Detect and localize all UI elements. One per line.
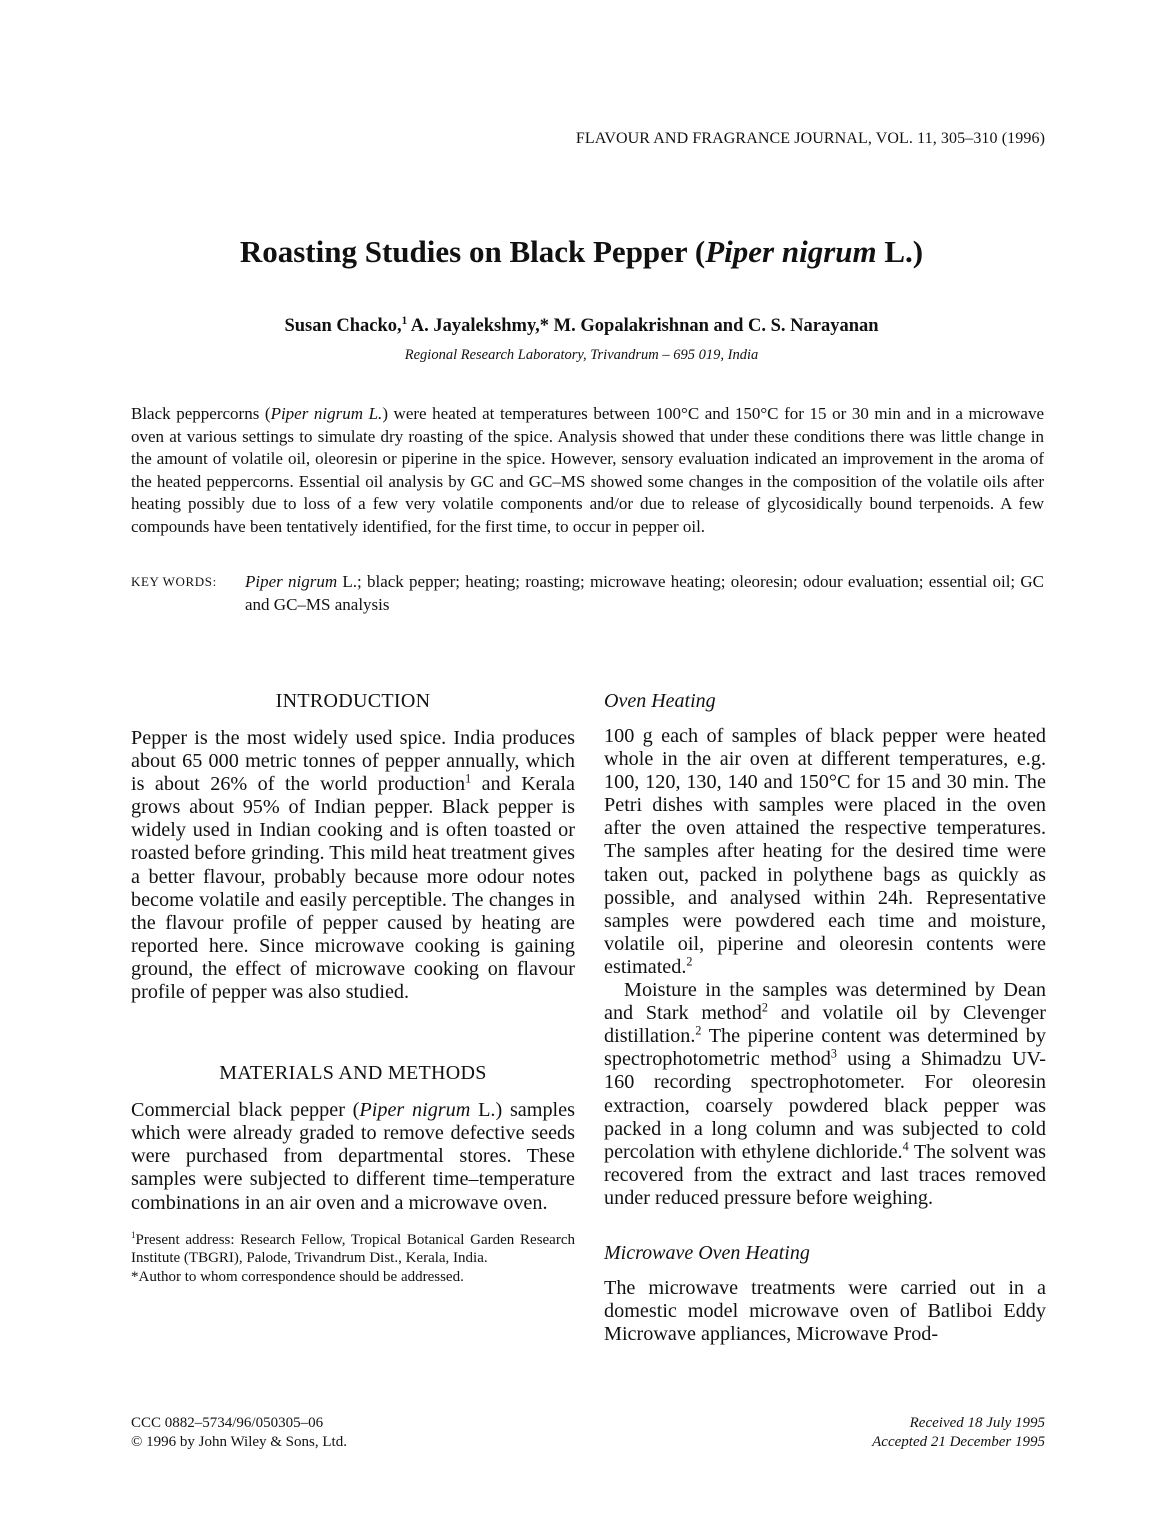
microwave-heading: Microwave Oven Heating <box>604 1241 810 1264</box>
author-1-footnote-mark: 1 <box>401 314 408 327</box>
received-date: Received 18 July 1995 <box>909 1415 1045 1431</box>
oven-paragraph-1 <box>604 725 1046 979</box>
author-1: Susan Chacko, <box>284 316 402 336</box>
footnote-2: *Author to whom correspondence should be addressed. <box>131 1268 464 1285</box>
materials-heading: MATERIALS AND METHODS <box>219 1062 487 1085</box>
oven-heating-heading: Oven Heating <box>604 690 716 712</box>
left-column <box>131 690 575 1286</box>
oven-p2-ref-a: 2 <box>761 1000 768 1015</box>
title-main: Roasting Studies on Black Pepper ( <box>239 234 706 269</box>
keywords-italic: Piper nigrum <box>245 572 338 591</box>
oven-p2-ref-c: 3 <box>830 1046 837 1061</box>
article-title <box>0 234 1163 270</box>
article-dates <box>872 1414 1045 1451</box>
keywords-label: KEY WORDS: <box>131 574 217 589</box>
oven-p2-ref-d: 4 <box>902 1138 909 1153</box>
intro-ref-1: 1 <box>465 771 472 786</box>
oven-p1-text: 100 g each of samples of black pepper were heated whole in the air oven at different temperatures, e.g. 100, 120, 130, 140 and 150°C for 15 and 30 min. The Petri dishes with samples were placed in the oven after the oven attained the respective temperatures. The samples after heating for the desired time were taken out, packed in polythene bags as quickly as possible, and analysed within 24h. Representative samples were powdered each time and moisture, volatile oil, piperine and oleoresin contents were estimated. <box>604 725 1046 978</box>
abstract-pre: Black peppercorns ( <box>131 404 271 423</box>
oven-paragraph-2 <box>604 979 1046 1210</box>
oven-p2-text-d: using a Shimadzu UV-160 recording spectrophotometer. For oleoresin extraction, coarsely powdered black pepper was packed in a long column and was subjected to cold percolation with ethylene dichloride. <box>604 1048 1046 1163</box>
title-italic: Piper nigrum <box>705 234 877 269</box>
materials-italic: Piper nigrum <box>359 1099 471 1122</box>
affiliation: Regional Research Laboratory, Trivandrum – 695 019, India <box>404 347 759 363</box>
journal-header: FLAVOUR AND FRAGRANCE JOURNAL, VOL. 11, 305–310 (1996) <box>575 130 1045 147</box>
other-authors: A. Jayalekshmy,* M. Gopalakrishnan and C. S. Narayanan <box>407 316 879 336</box>
intro-text-a: Pepper is the most widely used spice. India produces about 65 000 metric tonnes of pepper annually, which is about 26% of the world production <box>131 727 575 796</box>
right-column <box>604 690 1046 1346</box>
title-end: L.) <box>876 234 924 269</box>
ccc-code: CCC 0882–5734/96/050305–06 <box>131 1415 324 1431</box>
introduction-paragraph <box>131 727 575 1004</box>
footnote-1-mark: 1 <box>131 1229 136 1240</box>
keywords <box>245 571 1044 616</box>
publication-info <box>131 1414 347 1451</box>
oven-ref-2: 2 <box>686 954 693 969</box>
abstract-italic: Piper nigrum L. <box>270 404 383 423</box>
introduction-heading: INTRODUCTION <box>275 690 431 712</box>
oven-p2-text-c: The piperine content was determined by spectrophotometric method <box>604 1025 1046 1071</box>
materials-paragraph <box>131 1099 575 1214</box>
materials-text-b: L.) samples which were already graded to remove defective seeds were purchased from departmental stores. These samples were subjected to different time–temperature combinations in an air oven and a microwave oven. <box>131 1099 575 1214</box>
accepted-date: Accepted 21 December 1995 <box>872 1433 1045 1450</box>
footnote-1-text: Present address: Research Fellow, Tropical Botanical Garden Research Institute (TBGRI), Palode, Trivandrum Dist., Kerala, India. <box>131 1231 575 1267</box>
footnote-1 <box>131 1231 575 1268</box>
abstract <box>131 403 1044 539</box>
materials-text-a: Commercial black pepper ( <box>131 1099 360 1122</box>
oven-p2-text-b: and volatile oil by Clevenger distillation. <box>604 1002 1046 1048</box>
oven-p2-text-a: Moisture in the samples was determined by Dean and Stark method <box>604 979 1046 1025</box>
keywords-text: L.; black pepper; heating; roasting; microwave heating; oleoresin; odour evaluation; essential oil; GC and GC–MS analysis <box>245 572 1045 614</box>
abstract-post: ) were heated at temperatures between 100°C and 150°C for 15 or 30 min and in a microwave oven at various settings to simulate dry roasting of the spice. Analysis showed that under these conditions there was little change in the amount of volatile oil, oleoresin or piperine in the spice. However, sensory evaluation indicated an improvement in the aroma of the heated peppercorns. Essential oil analysis by GC and GC–MS showed some changes in the composition of the volatile oils after heating possibly due to loss of a few very volatile components and/or due to release of glycosidically bound terpenoids. A few compounds have been tentatively identified, for the first time, to occur in pepper oil. <box>131 404 1045 536</box>
author-list <box>0 316 1163 337</box>
intro-text-b: and Kerala grows about 95% of Indian pepper. Black pepper is widely used in Indian cooking and is often toasted or roasted before grinding. This mild heat treatment gives a better flavour, probably because more odour notes become volatile and easily perceptible. The changes in the flavour profile of pepper caused by heating are reported here. Since microwave cooking is gaining ground, the effect of microwave cooking on flavour profile of pepper was also studied. <box>131 773 575 1004</box>
copyright: © 1996 by John Wiley & Sons, Ltd. <box>131 1433 347 1450</box>
oven-p2-text-e: The solvent was recovered from the extract and last traces removed under reduced pressure before weighing. <box>604 1140 1047 1209</box>
footnotes <box>131 1231 575 1287</box>
microwave-paragraph: The microwave treatments were carried out in a domestic model microwave oven of Batliboi Eddy Microwave appliances, Microwave Prod- <box>604 1276 1046 1346</box>
oven-p2-ref-b: 2 <box>695 1023 702 1038</box>
